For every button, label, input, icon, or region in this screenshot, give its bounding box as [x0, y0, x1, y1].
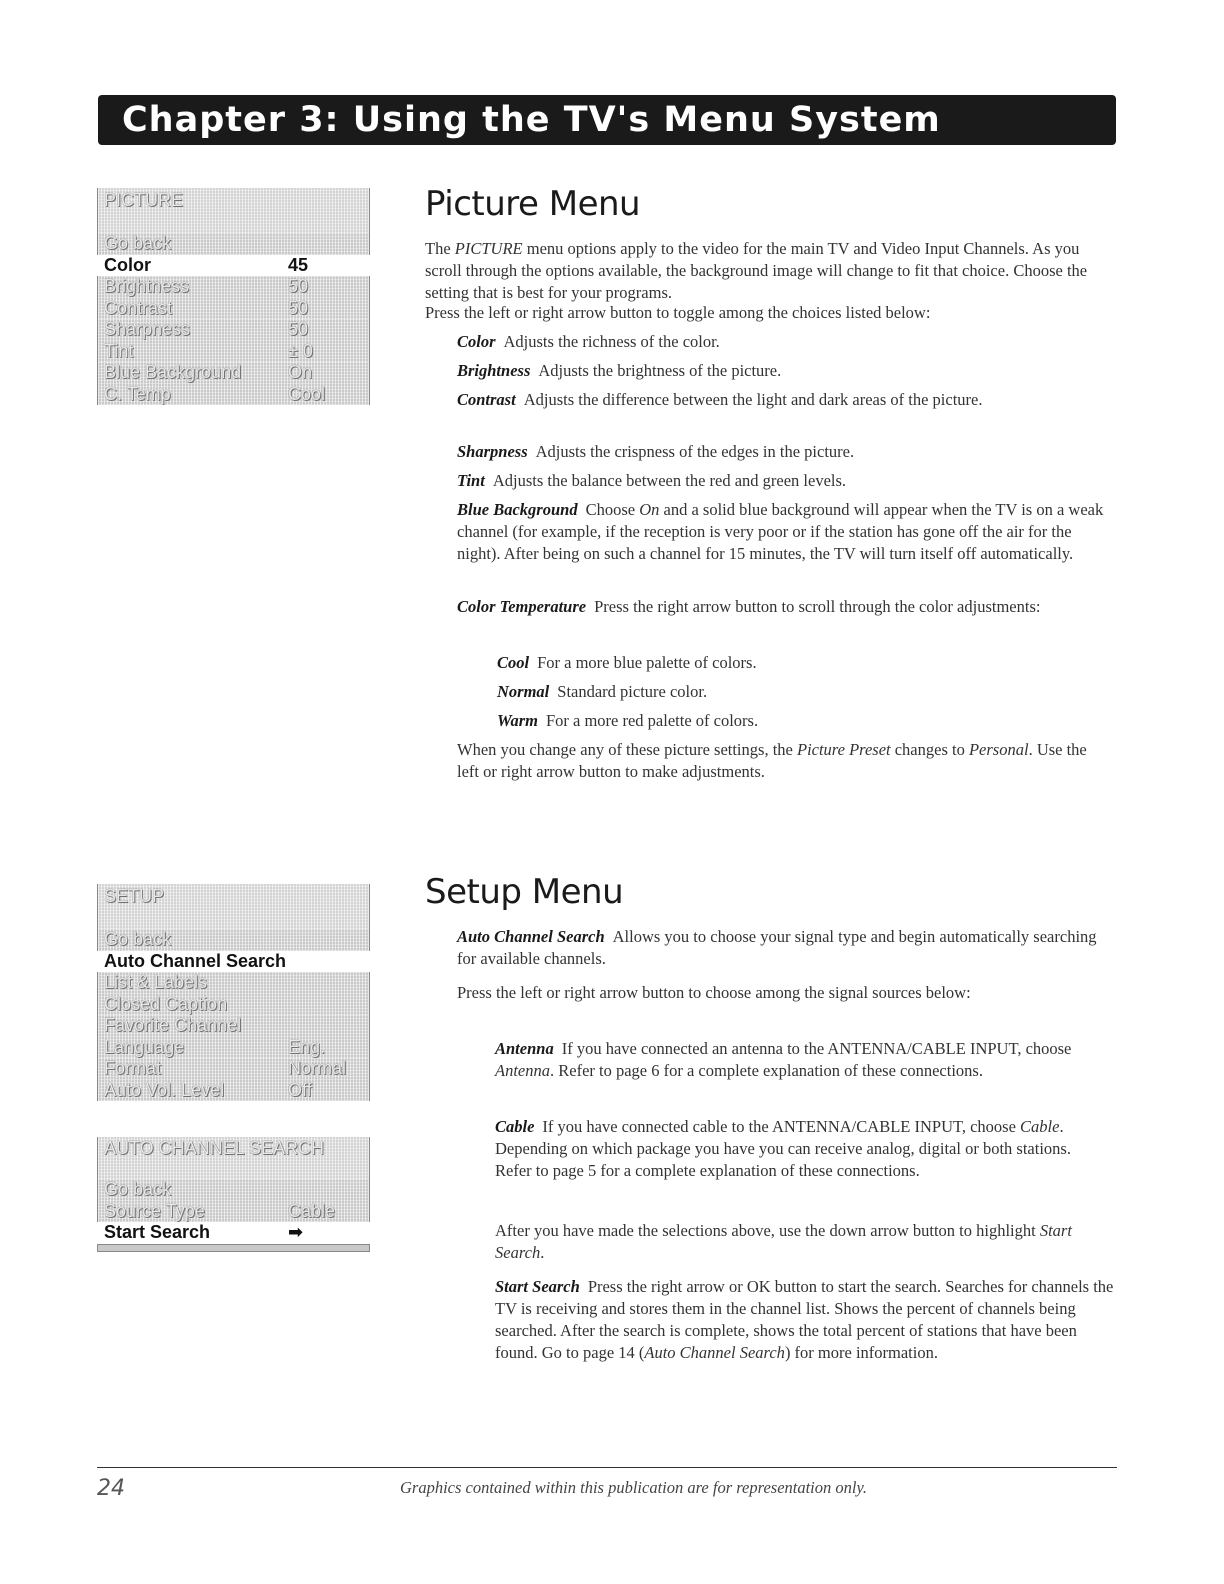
osd-item-c-temp[interactable]: C. Temp Cool	[97, 384, 370, 406]
color-temp-normal: Normal Standard picture color.	[497, 682, 708, 701]
setup-start-search: Start Search Press the right arrow or OK button to start the search. Searches for channels the TV is receiving and stores them in the channel list. Shows the percent of channels being searched. After the search is complete, shows the total percent of stations that have been found. Go to page 14 (Auto Channel Search) for more information.	[495, 1277, 1114, 1362]
picture-osd-menu	[97, 188, 370, 405]
picture-item-color: Color Adjusts the richness of the color.	[457, 332, 720, 351]
setup-osd-menu	[97, 884, 370, 1101]
osd-item-go-back[interactable]: Go back	[97, 1179, 370, 1201]
osd-item-go-back[interactable]: Go back	[97, 233, 370, 255]
picture-intro-paragraph: The PICTURE menu options apply to the video for the main TV and Video Input Channels. As you scroll through the options available, the background image will change to fit that choice. Choose the setting that is best for your programs.	[425, 239, 1088, 302]
osd-item-format[interactable]: Format Normal	[97, 1058, 370, 1080]
picture-outro-paragraph: When you change any of these picture settings, the Picture Preset changes to Personal. Use the left or right arrow button to make adjustments.	[457, 740, 1087, 781]
setup-cable: Cable If you have connected cable to the ANTENNA/CABLE INPUT, choose Cable. Depending on which package you have you can receive analog, digital or both stations. Refer to page 5 for a complete explanation of these connections.	[495, 1117, 1071, 1180]
osd-title: SETUP	[97, 884, 370, 929]
right-arrow-icon: ➡	[288, 1222, 304, 1242]
setup-auto-channel-search: Auto Channel Search Allows you to choose your signal type and begin automatically searching for available channels.	[457, 927, 1097, 968]
osd-item-favorite-channel[interactable]: Favorite Channel	[97, 1015, 370, 1037]
setup-menu-heading: Setup Menu	[425, 872, 624, 912]
osd-item-contrast[interactable]: Contrast 50	[97, 298, 370, 320]
page-number: 24	[97, 1476, 125, 1501]
osd-item-source-type[interactable]: Source Type Cable	[97, 1201, 370, 1223]
osd-item-sharpness[interactable]: Sharpness 50	[97, 319, 370, 341]
picture-item-blue-background: Blue Background Choose On and a solid blue background will appear when the TV is on a weak channel (for example, if the reception is very poor or if the station has gone off the air for the night). After being on such a channel for 15 minutes, the TV will turn itself off automatically.	[457, 500, 1104, 563]
osd-item-brightness[interactable]: Brightness 50	[97, 276, 370, 298]
osd-item-go-back[interactable]: Go back	[97, 929, 370, 951]
picture-menu-heading: Picture Menu	[425, 184, 641, 224]
setup-antenna: Antenna If you have connected an antenna to the ANTENNA/CABLE INPUT, choose Antenna. Refer to page 6 for a complete explanation of these connections.	[495, 1039, 1072, 1080]
osd-item-auto-channel-search[interactable]: Auto Channel Search	[97, 951, 370, 973]
osd-item-start-search[interactable]: Start Search ➡	[97, 1222, 370, 1244]
auto-channel-search-osd-menu	[97, 1137, 370, 1252]
picture-item-tint: Tint Adjusts the balance between the red and green levels.	[457, 471, 847, 490]
osd-title: AUTO CHANNEL SEARCH	[97, 1137, 370, 1179]
setup-press-instruction: Press the left or right arrow button to choose among the signal sources below:	[457, 983, 971, 1002]
osd-item-language[interactable]: Language Eng.	[97, 1037, 370, 1059]
osd-item-list-labels[interactable]: List & Labels	[97, 972, 370, 994]
picture-item-sharpness: Sharpness Adjusts the crispness of the edges in the picture.	[457, 442, 855, 461]
osd-item-closed-caption[interactable]: Closed Caption	[97, 994, 370, 1016]
osd-footer-bar	[97, 1244, 370, 1252]
osd-item-blue-background[interactable]: Blue Background On	[97, 362, 370, 384]
picture-item-color-temperature: Color Temperature Press the right arrow button to scroll through the color adjustments:	[457, 597, 1041, 616]
osd-title: PICTURE	[97, 188, 370, 233]
osd-item-tint[interactable]: Tint ± 0	[97, 341, 370, 363]
color-temp-warm: Warm For a more red palette of colors.	[497, 711, 759, 730]
picture-item-brightness: Brightness Adjusts the brightness of the picture.	[457, 361, 782, 380]
color-temp-cool: Cool For a more blue palette of colors.	[497, 653, 757, 672]
setup-after-selection: After you have made the selections above, use the down arrow button to highlight Start Search.	[495, 1221, 1072, 1262]
picture-instruction: Press the left or right arrow button to toggle among the choices listed below:	[425, 303, 931, 322]
osd-item-auto-vol-level[interactable]: Auto Vol. Level Off	[97, 1080, 370, 1102]
chapter-title: Chapter 3: Using the TV's Menu System	[98, 95, 1116, 145]
picture-item-contrast: Contrast Adjusts the difference between the light and dark areas of the picture.	[457, 390, 983, 409]
footer-note: Graphics contained within this publication are for representation only.	[400, 1478, 868, 1497]
footer-divider	[97, 1467, 1117, 1468]
osd-item-color[interactable]: Color 45	[97, 255, 370, 277]
